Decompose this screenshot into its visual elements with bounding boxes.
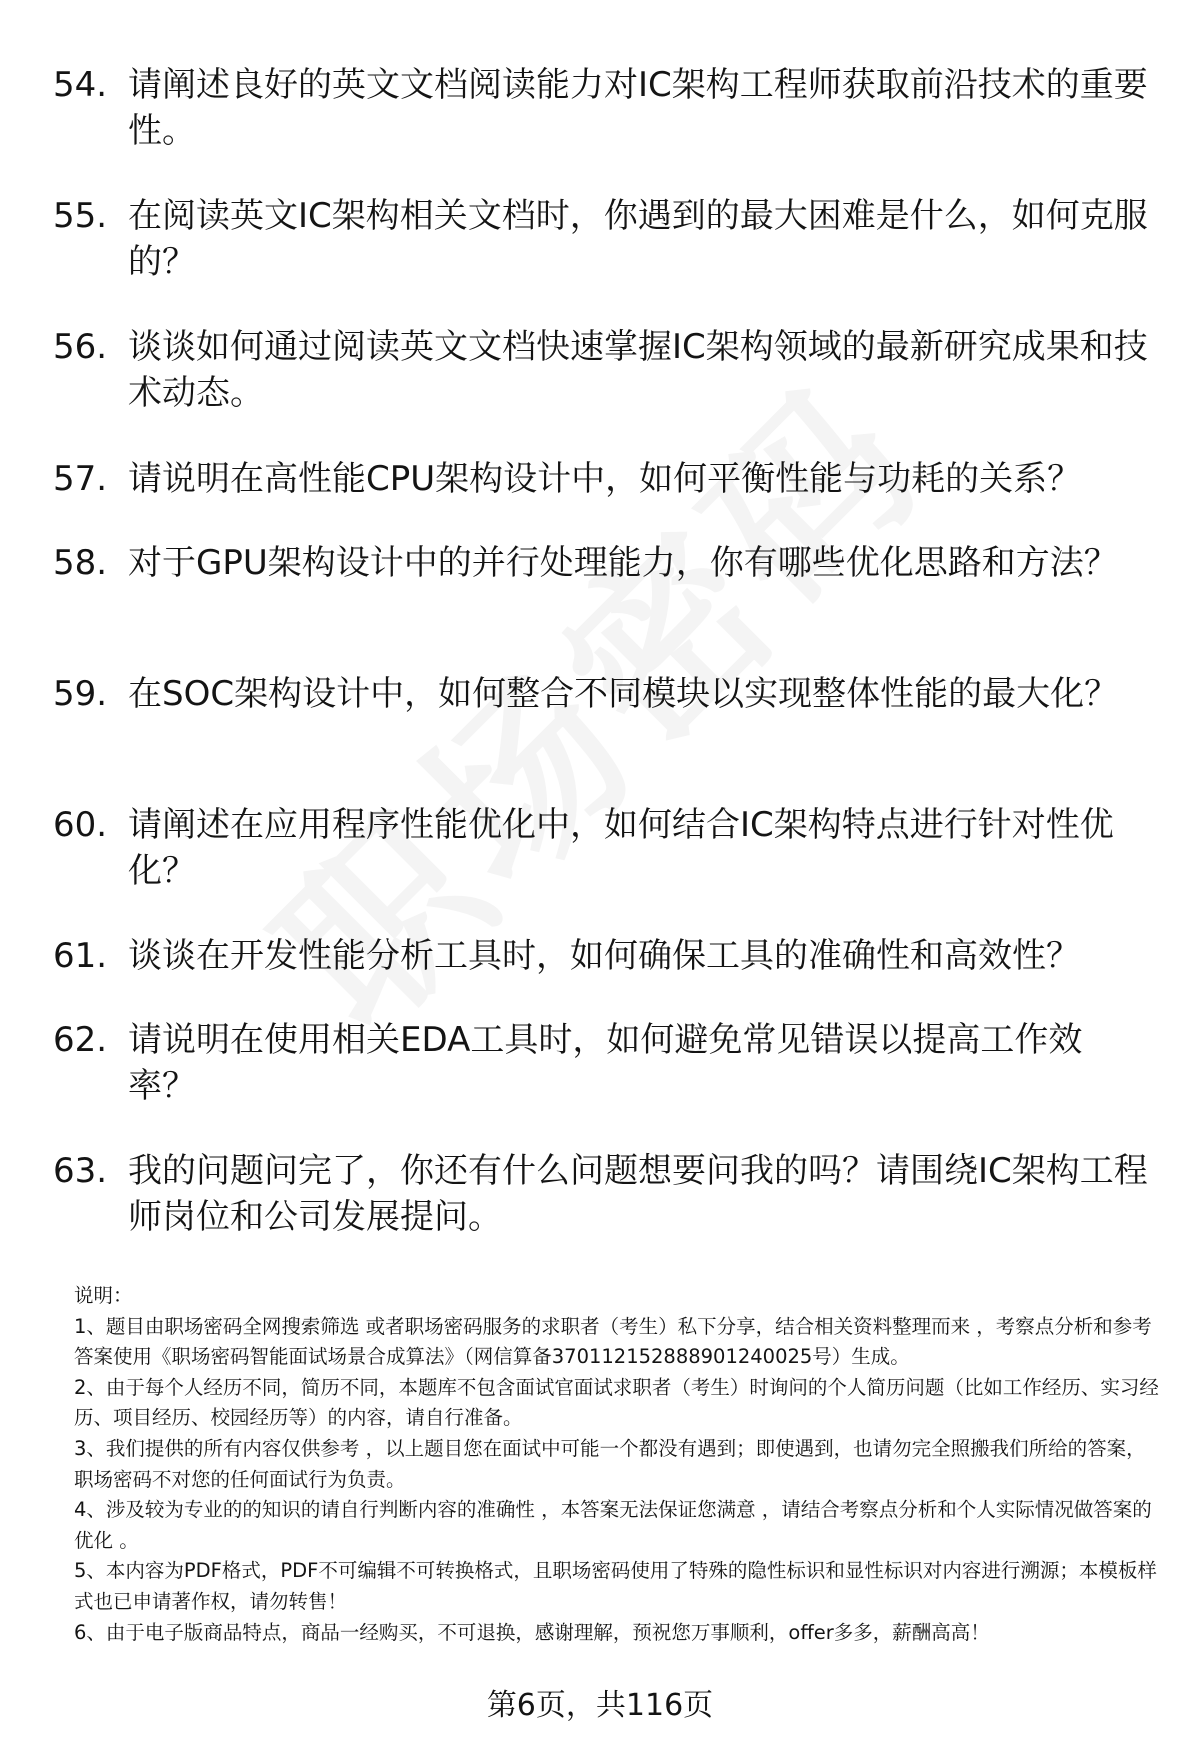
question-item <box>53 324 1148 416</box>
question-number: 54. <box>53 65 108 105</box>
question-item <box>53 671 1148 717</box>
question-number: 56. <box>53 327 108 367</box>
question-text: 谈谈如何通过阅读英文文档快速掌握IC架构领域的最新研究成果和技术动态。 <box>128 327 1148 413</box>
question-item <box>53 1017 1148 1109</box>
note-item: 3、我们提供的所有内容仅供参考 ，以上题目您在面试中可能一个都没有遇到；即使遇到，也请勿完全照搬我们所给的答案，职场密码不对您的任何面试行为负责。 <box>74 1436 1146 1491</box>
question-item <box>53 456 1148 502</box>
notes-title: 说明： <box>74 1284 133 1307</box>
question-text: 请说明在高性能CPU架构设计中，如何平衡性能与功耗的关系？ <box>128 459 1082 499</box>
question-item <box>53 933 1148 979</box>
question-item <box>53 540 1148 586</box>
question-text: 谈谈在开发性能分析工具时，如何确保工具的准确性和高效性？ <box>128 936 1080 976</box>
question-text: 我的问题问完了，你还有什么问题想要问我的吗？请围绕IC架构工程师岗位和公司发展提问。 <box>128 1151 1148 1237</box>
question-number: 58. <box>53 543 108 583</box>
question-number: 55. <box>53 196 108 236</box>
question-item <box>53 62 1148 154</box>
page-number: 第6页，共116页 <box>486 1688 714 1723</box>
question-text: 请阐述良好的英文文档阅读能力对IC架构工程师获取前沿技术的重要性。 <box>128 65 1148 151</box>
question-number: 61. <box>53 936 108 976</box>
question-number: 57. <box>53 459 108 499</box>
question-item <box>53 1148 1148 1240</box>
note-item: 1、题目由职场密码全网搜索筛选 或者职场密码服务的求职者（考生）私下分享，结合相关资料整理而来 ，考察点分析和参考答案使用《职场密码智能面试场景合成算法》（网信算备370112152888901240025号）生成。 <box>74 1314 1152 1369</box>
question-number: 60. <box>53 805 108 845</box>
note-item: 4、涉及较为专业的的知识的请自行判断内容的准确性 ，本答案无法保证您满意 ，请结合考察点分析和个人实际情况做答案的优化 。 <box>74 1498 1152 1552</box>
question-text: 在阅读英文IC架构相关文档时，你遇到的最大困难是什么，如何克服的？ <box>128 196 1148 282</box>
question-text: 在SOC架构设计中，如何整合不同模块以实现整体性能的最大化？ <box>128 674 1119 714</box>
question-text: 对于GPU架构设计中的并行处理能力，你有哪些优化思路和方法？ <box>128 543 1118 583</box>
question-number: 62. <box>53 1020 108 1060</box>
note-item: 5、本内容为PDF格式，PDF不可编辑不可转换格式，且职场密码使用了特殊的隐性标识和显性标识对内容进行溯源；本模板样式也已申请著作权，请勿转售！ <box>74 1559 1157 1613</box>
question-item <box>53 193 1148 285</box>
question-number: 59. <box>53 674 108 714</box>
question-number: 63. <box>53 1151 108 1191</box>
question-item <box>53 802 1148 894</box>
question-text: 请阐述在应用程序性能优化中，如何结合IC架构特点进行针对性优化？ <box>128 805 1114 891</box>
note-item: 6、由于电子版商品特点，商品一经购买，不可退换，感谢理解，预祝您万事顺利，offer多多，薪酬高高！ <box>74 1620 990 1644</box>
note-item: 2、由于每个人经历不同，简历不同，本题库不包含面试官面试求职者（考生）时询问的个人简历问题（比如工作经历、实习经历、项目经历、校园经历等）的内容，请自行准备。 <box>74 1375 1159 1430</box>
question-text: 请说明在使用相关EDA工具时，如何避免常见错误以提高工作效率？ <box>128 1020 1083 1106</box>
notes-section <box>74 1281 1160 1648</box>
